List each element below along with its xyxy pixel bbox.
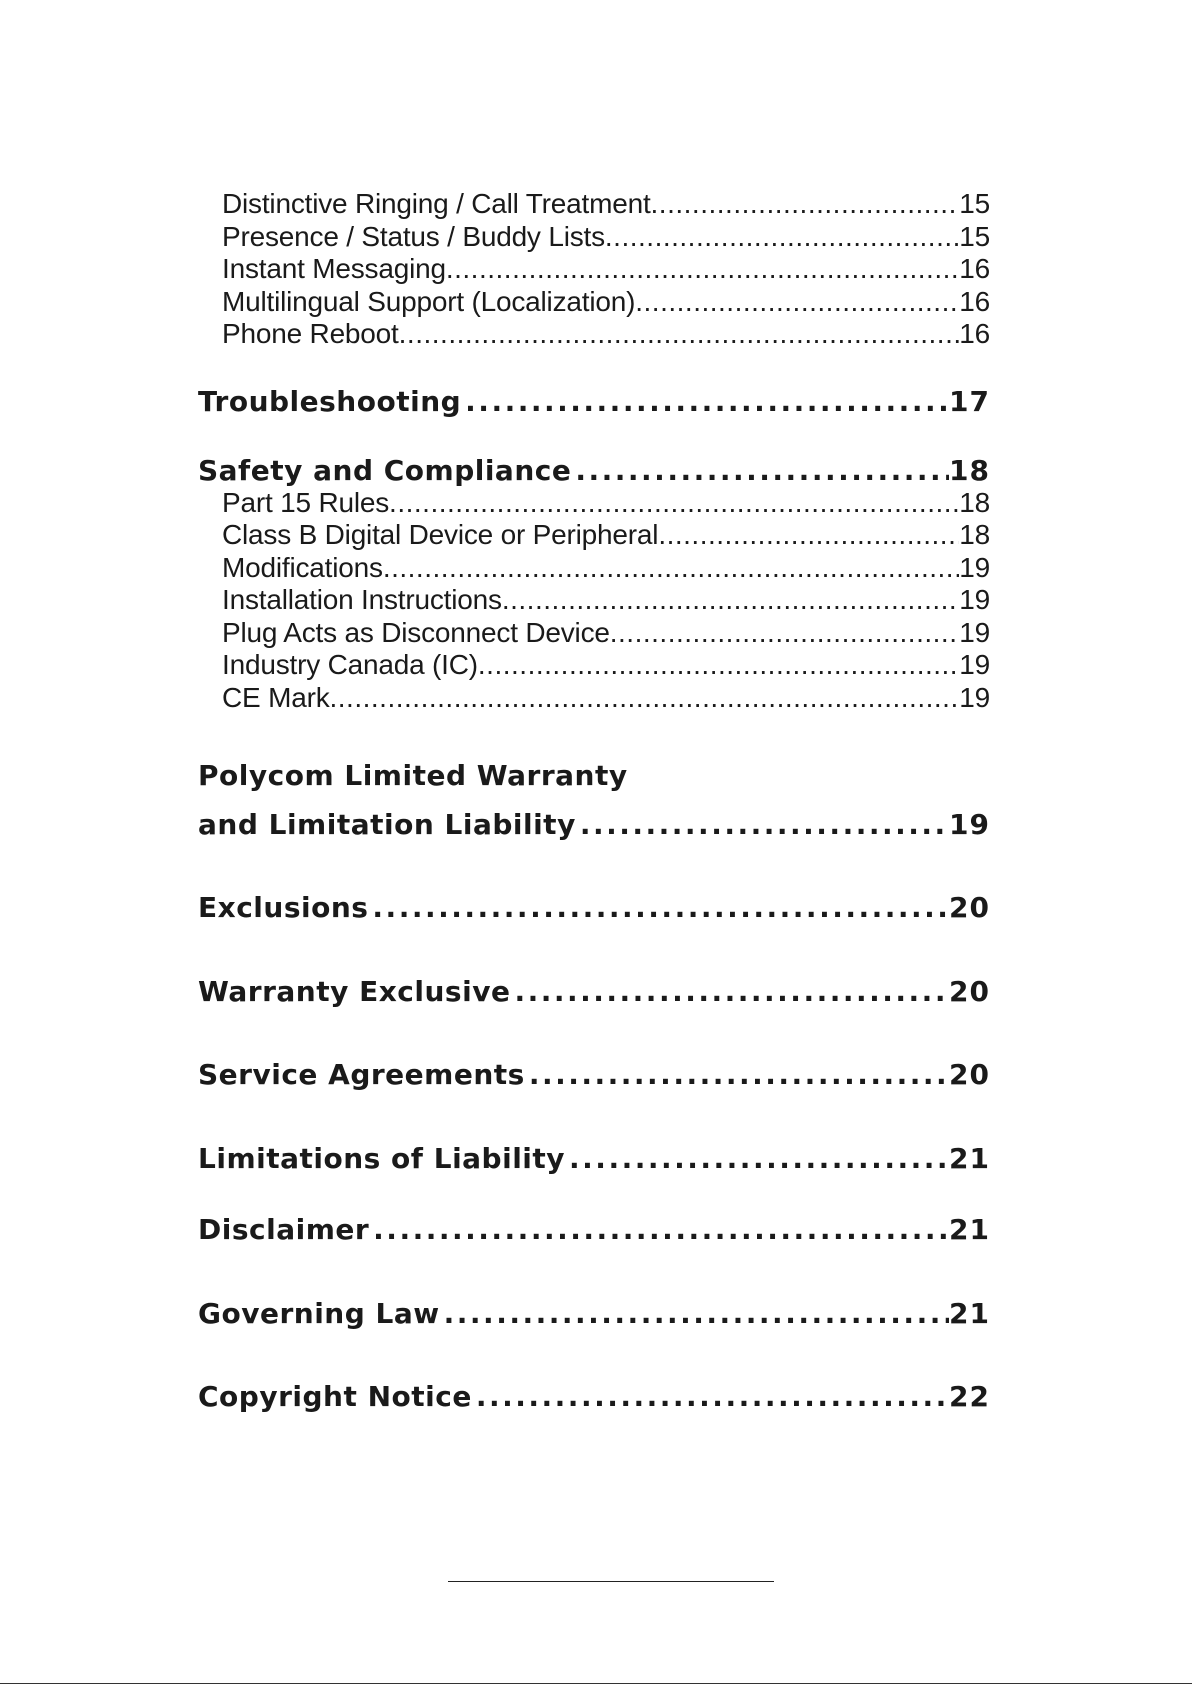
dot-leader: [525, 1053, 949, 1097]
dot-leader: [369, 1208, 949, 1252]
toc-section-entry[interactable]: [198, 1208, 990, 1252]
toc-entry[interactable]: [198, 649, 990, 682]
toc-entry[interactable]: [198, 253, 990, 286]
toc-entry-page: 19: [959, 681, 990, 713]
toc-section-entry[interactable]: [198, 380, 990, 424]
dot-leader: [576, 803, 949, 847]
dot-leader: [446, 253, 959, 286]
toc-entry-title: Modifications: [222, 551, 383, 583]
toc-entry-page: 19: [959, 584, 990, 615]
table-of-contents: [198, 188, 990, 1419]
toc-section-page: 17: [949, 384, 990, 418]
toc-entry[interactable]: [198, 519, 990, 552]
toc-entry-page: 19: [959, 551, 990, 583]
toc-entry-page: 19: [959, 649, 990, 680]
toc-entry[interactable]: [198, 318, 990, 351]
toc-entry-title: CE Mark: [222, 681, 330, 713]
dot-leader: [389, 487, 959, 520]
dot-leader: [651, 188, 960, 221]
toc-section-page: 22: [949, 1380, 990, 1413]
toc-section-page: 20: [949, 1058, 990, 1091]
toc-section-entry[interactable]: [198, 970, 990, 1014]
toc-section-page: 21: [949, 1213, 990, 1246]
toc-entry-page: 15: [959, 220, 990, 252]
toc-entry-page: 19: [959, 616, 990, 648]
page-edge-divider: [0, 1683, 1192, 1684]
toc-entry-title: Installation Instructions: [222, 584, 502, 615]
toc-entry[interactable]: [198, 682, 990, 715]
toc-section-title: Limitations of Liability: [198, 1142, 566, 1175]
toc-section-entry[interactable]: [198, 886, 990, 930]
toc-entry[interactable]: [198, 617, 990, 650]
toc-section-entry[interactable]: [198, 1053, 990, 1097]
toc-entry-page: 18: [959, 486, 990, 518]
toc-section-page: 20: [949, 891, 990, 924]
toc-section-entry[interactable]: [198, 803, 990, 847]
toc-entry-page: 15: [959, 188, 990, 219]
dot-leader: [658, 519, 959, 552]
dot-leader: [610, 617, 960, 650]
toc-section-entry[interactable]: [198, 1137, 990, 1181]
toc-entry-title: Distinctive Ringing / Call Treatment: [222, 188, 651, 219]
dot-leader: [502, 584, 959, 617]
dot-leader: [383, 552, 959, 585]
toc-section-title-line: Polycom Limited Warranty: [198, 759, 628, 792]
toc-section-title: Warranty Exclusive: [198, 975, 511, 1008]
footer-divider: [448, 1581, 774, 1582]
toc-section-title: Troubleshooting: [198, 384, 462, 418]
toc-entry-page: 16: [959, 318, 990, 349]
toc-section-title: Safety and Compliance: [198, 453, 572, 487]
toc-entry-page: 16: [959, 285, 990, 317]
dot-leader: [510, 970, 949, 1014]
toc-entry-title: Industry Canada (IC): [222, 649, 478, 680]
toc-entry-title: Presence / Status / Buddy Lists: [222, 220, 605, 252]
toc-section-title: and Limitation Liability: [198, 808, 576, 841]
dot-leader: [330, 682, 960, 715]
dot-leader: [605, 221, 959, 254]
toc-section-page: 18: [949, 453, 990, 487]
toc-entry[interactable]: [198, 286, 990, 319]
toc-entry-title: Instant Messaging: [222, 253, 446, 284]
dot-leader: [368, 886, 949, 930]
toc-entry[interactable]: [198, 487, 990, 520]
dot-leader: [635, 286, 959, 319]
toc-entry-title: Multilingual Support (Localization): [222, 285, 636, 317]
toc-entry[interactable]: [198, 188, 990, 221]
dot-leader: [472, 1375, 949, 1419]
toc-section-page: 21: [949, 1297, 990, 1330]
toc-entry-title: Part 15 Rules: [222, 486, 390, 518]
toc-entry-title: Plug Acts as Disconnect Device: [222, 616, 610, 648]
toc-section-title: Disclaimer: [198, 1213, 370, 1246]
toc-section-entry[interactable]: [198, 1375, 990, 1419]
toc-section-title: Governing Law: [198, 1297, 440, 1330]
dot-leader: [461, 380, 949, 424]
dot-leader: [399, 318, 960, 351]
toc-entry-page: 16: [959, 253, 990, 284]
dot-leader: [440, 1292, 949, 1336]
toc-section-title: Copyright Notice: [198, 1380, 472, 1413]
dot-leader: [565, 1137, 949, 1181]
toc-section-title: Service Agreements: [198, 1058, 525, 1091]
dot-leader: [478, 649, 959, 682]
toc-entry-title: Phone Reboot: [222, 318, 399, 349]
toc-entry[interactable]: [198, 584, 990, 617]
toc-entry-title: Class B Digital Device or Peripheral: [222, 519, 659, 550]
toc-section-entry[interactable]: [198, 1292, 990, 1336]
toc-entry[interactable]: [198, 552, 990, 585]
toc-entry-page: 18: [959, 519, 990, 550]
toc-section-page: 19: [949, 808, 990, 841]
toc-entry[interactable]: [198, 221, 990, 254]
toc-section-page: 21: [949, 1142, 990, 1175]
toc-section-title: Exclusions: [198, 891, 369, 924]
toc-section-page: 20: [949, 975, 990, 1008]
